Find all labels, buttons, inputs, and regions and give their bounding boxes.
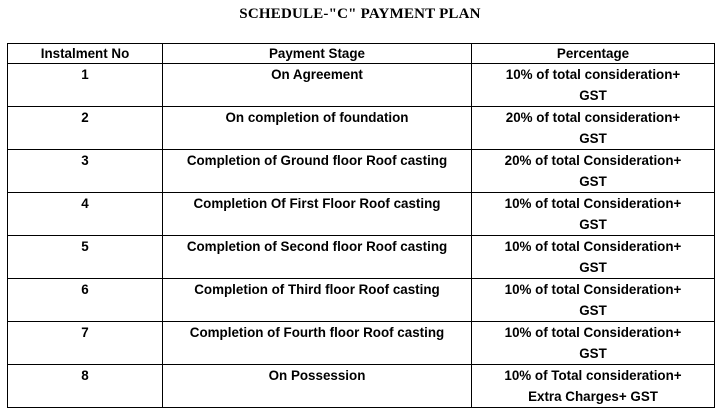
table-row — [8, 279, 715, 322]
header-payment-stage: Payment Stage — [163, 44, 472, 64]
percentage-cell — [472, 236, 715, 279]
instalment-no-cell: 7 — [8, 322, 163, 365]
instalment-no-cell: 8 — [8, 365, 163, 408]
header-instalment-no: Instalment No — [8, 44, 163, 64]
percentage-cell — [472, 365, 715, 408]
table-row — [8, 322, 715, 365]
table-row — [8, 236, 715, 279]
percentage-line-1: 10% of total Consideration+ — [504, 325, 682, 340]
percentage-line-2: Extra Charges+ GST — [528, 389, 658, 404]
percentage-cell — [472, 322, 715, 365]
percentage-line-2: GST — [579, 131, 607, 146]
payment-stage-cell: Completion Of First Floor Roof casting — [163, 193, 472, 236]
payment-stage-cell: On Possession — [163, 365, 472, 408]
table-row — [8, 107, 715, 150]
percentage-line-2: GST — [579, 88, 607, 103]
payment-stage-cell: On Agreement — [163, 64, 472, 107]
instalment-no-cell: 2 — [8, 107, 163, 150]
percentage-line-1: 10% of total Consideration+ — [504, 196, 682, 211]
instalment-no-cell: 4 — [8, 193, 163, 236]
payment-stage-cell: Completion of Ground floor Roof casting — [163, 150, 472, 193]
percentage-line-2: GST — [579, 217, 607, 232]
percentage-line-1: 20% of total consideration+ — [505, 110, 681, 125]
percentage-cell — [472, 279, 715, 322]
payment-plan-table — [7, 43, 715, 408]
header-percentage: Percentage — [472, 44, 715, 64]
instalment-no-cell: 5 — [8, 236, 163, 279]
percentage-line-2: GST — [579, 260, 607, 275]
percentage-line-2: GST — [579, 174, 607, 189]
instalment-no-cell: 6 — [8, 279, 163, 322]
payment-stage-cell: On completion of foundation — [163, 107, 472, 150]
table-row — [8, 64, 715, 107]
document-title: SCHEDULE-"C" PAYMENT PLAN — [239, 6, 481, 22]
percentage-cell — [472, 193, 715, 236]
percentage-line-1: 10% of total Consideration+ — [504, 239, 682, 254]
table-row — [8, 365, 715, 408]
table-row — [8, 150, 715, 193]
table-header-row — [8, 44, 715, 64]
percentage-line-1: 10% of total Consideration+ — [504, 282, 682, 297]
percentage-line-1: 10% of Total consideration+ — [504, 368, 682, 383]
percentage-cell — [472, 150, 715, 193]
payment-stage-cell: Completion of Second floor Roof casting — [163, 236, 472, 279]
percentage-line-1: 20% of total Consideration+ — [504, 153, 682, 168]
percentage-line-2: GST — [579, 346, 607, 361]
payment-stage-cell: Completion of Fourth floor Roof casting — [163, 322, 472, 365]
percentage-line-1: 10% of total consideration+ — [505, 67, 681, 82]
payment-stage-cell: Completion of Third floor Roof casting — [163, 279, 472, 322]
percentage-cell — [472, 107, 715, 150]
percentage-cell — [472, 64, 715, 107]
table-row — [8, 193, 715, 236]
percentage-line-2: GST — [579, 303, 607, 318]
instalment-no-cell: 3 — [8, 150, 163, 193]
instalment-no-cell: 1 — [8, 64, 163, 107]
